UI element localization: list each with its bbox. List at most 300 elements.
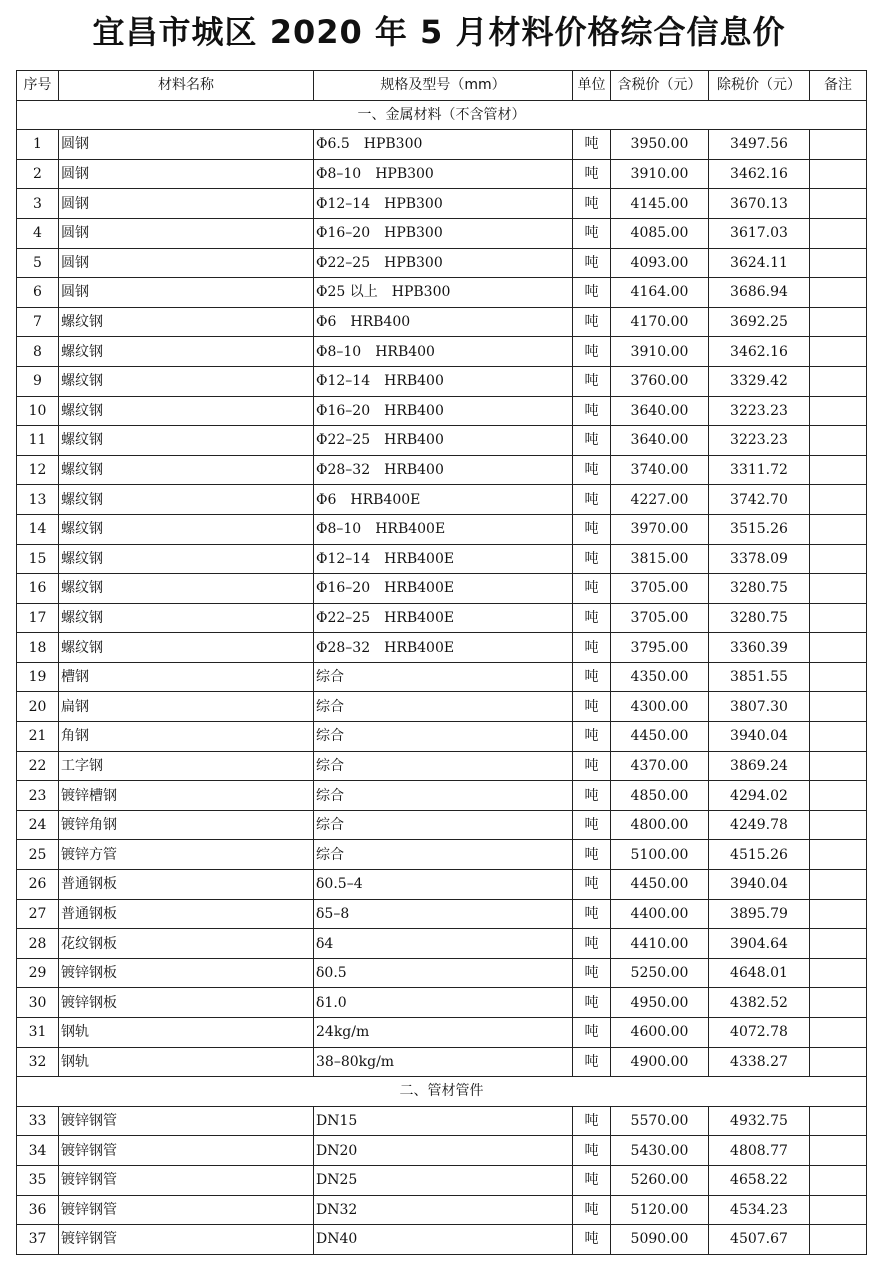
- cell-tax-excl: 3223.23: [709, 426, 810, 456]
- cell-name: 螺纹钢: [59, 396, 314, 426]
- table-row: [17, 189, 867, 219]
- cell-spec: δ5–8: [314, 899, 573, 929]
- cell-tax-excl: 3223.23: [709, 396, 810, 426]
- cell-spec: δ0.5: [314, 958, 573, 988]
- cell-spec: Φ22–25 HRB400: [314, 426, 573, 456]
- cell-tax-incl: 4093.00: [611, 248, 709, 278]
- cell-unit: 吨: [573, 958, 611, 988]
- header-tax-incl: 含税价（元）: [611, 71, 709, 101]
- cell-unit: 吨: [573, 1225, 611, 1255]
- cell-no: 37: [17, 1225, 59, 1255]
- cell-name: 螺纹钢: [59, 426, 314, 456]
- cell-tax-excl: 3617.03: [709, 218, 810, 248]
- cell-unit: 吨: [573, 1165, 611, 1195]
- cell-tax-excl: 3742.70: [709, 485, 810, 515]
- table-row: [17, 1136, 867, 1166]
- cell-no: 6: [17, 278, 59, 308]
- cell-no: 9: [17, 366, 59, 396]
- cell-spec: Φ25 以上 HPB300: [314, 278, 573, 308]
- cell-tax-incl: 4800.00: [611, 810, 709, 840]
- header-no: 序号: [17, 71, 59, 101]
- cell-unit: 吨: [573, 485, 611, 515]
- cell-unit: 吨: [573, 574, 611, 604]
- cell-tax-incl: 4450.00: [611, 722, 709, 752]
- cell-remark: [810, 514, 867, 544]
- table-row: [17, 899, 867, 929]
- cell-tax-incl: 3950.00: [611, 130, 709, 160]
- cell-spec: δ4: [314, 929, 573, 959]
- cell-no: 3: [17, 189, 59, 219]
- cell-unit: 吨: [573, 662, 611, 692]
- table-row: [17, 544, 867, 574]
- cell-tax-excl: 4072.78: [709, 1018, 810, 1048]
- cell-name: 普通钢板: [59, 899, 314, 929]
- cell-name: 镀锌钢板: [59, 988, 314, 1018]
- cell-unit: 吨: [573, 544, 611, 574]
- cell-remark: [810, 722, 867, 752]
- cell-remark: [810, 603, 867, 633]
- cell-spec: δ1.0: [314, 988, 573, 1018]
- cell-unit: 吨: [573, 307, 611, 337]
- table-row: [17, 366, 867, 396]
- cell-remark: [810, 278, 867, 308]
- cell-remark: [810, 485, 867, 515]
- cell-name: 圆钢: [59, 130, 314, 160]
- cell-spec: Φ12–14 HRB400: [314, 366, 573, 396]
- cell-spec: Φ12–14 HRB400E: [314, 544, 573, 574]
- table-body: [17, 100, 867, 1254]
- cell-unit: 吨: [573, 929, 611, 959]
- cell-tax-incl: 4164.00: [611, 278, 709, 308]
- table-row: [17, 870, 867, 900]
- cell-spec: δ0.5–4: [314, 870, 573, 900]
- cell-tax-excl: 3670.13: [709, 189, 810, 219]
- cell-tax-incl: 3815.00: [611, 544, 709, 574]
- page-title: 宜昌市城区 2020 年 5 月材料价格综合信息价: [92, 13, 786, 51]
- cell-tax-incl: 3640.00: [611, 426, 709, 456]
- cell-tax-excl: 4534.23: [709, 1195, 810, 1225]
- cell-unit: 吨: [573, 1018, 611, 1048]
- cell-unit: 吨: [573, 1195, 611, 1225]
- cell-unit: 吨: [573, 366, 611, 396]
- cell-remark: [810, 1195, 867, 1225]
- cell-tax-excl: 3515.26: [709, 514, 810, 544]
- cell-tax-incl: 4950.00: [611, 988, 709, 1018]
- cell-name: 工字钢: [59, 751, 314, 781]
- cell-name: 镀锌方管: [59, 840, 314, 870]
- cell-no: 20: [17, 692, 59, 722]
- cell-tax-incl: 4300.00: [611, 692, 709, 722]
- cell-remark: [810, 1106, 867, 1136]
- cell-remark: [810, 396, 867, 426]
- cell-tax-excl: 4382.52: [709, 988, 810, 1018]
- table-row: [17, 1047, 867, 1077]
- cell-remark: [810, 662, 867, 692]
- cell-remark: [810, 958, 867, 988]
- cell-unit: 吨: [573, 455, 611, 485]
- cell-no: 4: [17, 218, 59, 248]
- cell-name: 螺纹钢: [59, 455, 314, 485]
- cell-name: 圆钢: [59, 248, 314, 278]
- cell-no: 7: [17, 307, 59, 337]
- cell-remark: [810, 218, 867, 248]
- cell-tax-excl: 4249.78: [709, 810, 810, 840]
- cell-tax-incl: 4400.00: [611, 899, 709, 929]
- table-row: [17, 337, 867, 367]
- cell-tax-incl: 3910.00: [611, 159, 709, 189]
- cell-name: 螺纹钢: [59, 544, 314, 574]
- cell-name: 普通钢板: [59, 870, 314, 900]
- cell-name: 镀锌钢管: [59, 1165, 314, 1195]
- cell-spec: 综合: [314, 722, 573, 752]
- cell-name: 螺纹钢: [59, 514, 314, 544]
- cell-tax-incl: 5250.00: [611, 958, 709, 988]
- table-row: [17, 485, 867, 515]
- cell-spec: Φ28–32 HRB400E: [314, 633, 573, 663]
- cell-unit: 吨: [573, 870, 611, 900]
- cell-unit: 吨: [573, 218, 611, 248]
- cell-remark: [810, 840, 867, 870]
- cell-unit: 吨: [573, 130, 611, 160]
- table-row: [17, 130, 867, 160]
- cell-tax-incl: 3910.00: [611, 337, 709, 367]
- cell-no: 28: [17, 929, 59, 959]
- cell-tax-excl: 3280.75: [709, 603, 810, 633]
- cell-name: 花纹钢板: [59, 929, 314, 959]
- cell-name: 镀锌钢板: [59, 958, 314, 988]
- table-row: [17, 810, 867, 840]
- cell-tax-excl: 4294.02: [709, 781, 810, 811]
- cell-spec: Φ12–14 HPB300: [314, 189, 573, 219]
- cell-no: 23: [17, 781, 59, 811]
- cell-tax-incl: 4350.00: [611, 662, 709, 692]
- cell-remark: [810, 1225, 867, 1255]
- cell-name: 镀锌钢管: [59, 1136, 314, 1166]
- cell-spec: 综合: [314, 781, 573, 811]
- cell-unit: 吨: [573, 810, 611, 840]
- cell-tax-incl: 3705.00: [611, 574, 709, 604]
- cell-spec: Φ6 HRB400: [314, 307, 573, 337]
- cell-remark: [810, 988, 867, 1018]
- cell-tax-excl: 3895.79: [709, 899, 810, 929]
- cell-no: 35: [17, 1165, 59, 1195]
- cell-no: 17: [17, 603, 59, 633]
- header-spec: 规格及型号（mm）: [314, 71, 573, 101]
- cell-remark: [810, 1136, 867, 1166]
- cell-tax-excl: 3311.72: [709, 455, 810, 485]
- table-row: [17, 1165, 867, 1195]
- table-row: [17, 988, 867, 1018]
- table-row: [17, 662, 867, 692]
- cell-tax-excl: 3462.16: [709, 337, 810, 367]
- cell-unit: 吨: [573, 1106, 611, 1136]
- cell-spec: 综合: [314, 662, 573, 692]
- cell-name: 角钢: [59, 722, 314, 752]
- cell-remark: [810, 1018, 867, 1048]
- cell-spec: 24kg/m: [314, 1018, 573, 1048]
- cell-tax-excl: 3624.11: [709, 248, 810, 278]
- cell-tax-incl: 4145.00: [611, 189, 709, 219]
- cell-spec: Φ16–20 HRB400E: [314, 574, 573, 604]
- cell-tax-incl: 4900.00: [611, 1047, 709, 1077]
- cell-tax-incl: 4600.00: [611, 1018, 709, 1048]
- cell-tax-excl: 4932.75: [709, 1106, 810, 1136]
- table-row: [17, 633, 867, 663]
- cell-unit: 吨: [573, 692, 611, 722]
- table-row: [17, 218, 867, 248]
- price-table: [16, 70, 867, 1255]
- table-row: [17, 958, 867, 988]
- section-title: 一、金属材料（不含管材）: [17, 100, 867, 130]
- cell-unit: 吨: [573, 840, 611, 870]
- cell-name: 钢轨: [59, 1018, 314, 1048]
- cell-no: 11: [17, 426, 59, 456]
- table-row: [17, 278, 867, 308]
- cell-tax-excl: 4507.67: [709, 1225, 810, 1255]
- cell-tax-incl: 3640.00: [611, 396, 709, 426]
- cell-no: 5: [17, 248, 59, 278]
- cell-tax-excl: 4808.77: [709, 1136, 810, 1166]
- cell-tax-incl: 4227.00: [611, 485, 709, 515]
- table-row: [17, 722, 867, 752]
- cell-unit: 吨: [573, 722, 611, 752]
- cell-tax-excl: 3940.04: [709, 870, 810, 900]
- cell-unit: 吨: [573, 337, 611, 367]
- cell-tax-incl: 3795.00: [611, 633, 709, 663]
- cell-tax-excl: 3807.30: [709, 692, 810, 722]
- cell-spec: DN32: [314, 1195, 573, 1225]
- cell-no: 32: [17, 1047, 59, 1077]
- cell-spec: 综合: [314, 751, 573, 781]
- section-row: [17, 100, 867, 130]
- cell-tax-incl: 4085.00: [611, 218, 709, 248]
- cell-spec: DN20: [314, 1136, 573, 1166]
- cell-remark: [810, 455, 867, 485]
- table-row: [17, 1106, 867, 1136]
- cell-name: 螺纹钢: [59, 485, 314, 515]
- table-row: [17, 396, 867, 426]
- table-row: [17, 514, 867, 544]
- cell-no: 16: [17, 574, 59, 604]
- cell-spec: DN25: [314, 1165, 573, 1195]
- cell-tax-excl: 4338.27: [709, 1047, 810, 1077]
- cell-name: 圆钢: [59, 278, 314, 308]
- cell-name: 螺纹钢: [59, 337, 314, 367]
- cell-tax-excl: 3360.39: [709, 633, 810, 663]
- cell-spec: Φ8–10 HRB400E: [314, 514, 573, 544]
- cell-unit: 吨: [573, 278, 611, 308]
- cell-no: 19: [17, 662, 59, 692]
- cell-tax-incl: 5430.00: [611, 1136, 709, 1166]
- cell-no: 24: [17, 810, 59, 840]
- cell-no: 14: [17, 514, 59, 544]
- table-row: [17, 781, 867, 811]
- cell-remark: [810, 574, 867, 604]
- cell-unit: 吨: [573, 781, 611, 811]
- table-row: [17, 426, 867, 456]
- cell-tax-incl: 5100.00: [611, 840, 709, 870]
- cell-unit: 吨: [573, 248, 611, 278]
- cell-spec: Φ6 HRB400E: [314, 485, 573, 515]
- cell-remark: [810, 929, 867, 959]
- cell-name: 螺纹钢: [59, 366, 314, 396]
- cell-spec: Φ8–10 HRB400: [314, 337, 573, 367]
- cell-remark: [810, 366, 867, 396]
- cell-no: 25: [17, 840, 59, 870]
- table-row: [17, 574, 867, 604]
- cell-spec: Φ22–25 HRB400E: [314, 603, 573, 633]
- cell-name: 螺纹钢: [59, 574, 314, 604]
- cell-remark: [810, 189, 867, 219]
- cell-tax-excl: 4658.22: [709, 1165, 810, 1195]
- cell-spec: DN40: [314, 1225, 573, 1255]
- table-row: [17, 455, 867, 485]
- cell-spec: Φ28–32 HRB400: [314, 455, 573, 485]
- cell-no: 30: [17, 988, 59, 1018]
- cell-no: 31: [17, 1018, 59, 1048]
- cell-tax-incl: 4410.00: [611, 929, 709, 959]
- cell-remark: [810, 899, 867, 929]
- cell-remark: [810, 1047, 867, 1077]
- table-row: [17, 751, 867, 781]
- cell-no: 12: [17, 455, 59, 485]
- cell-remark: [810, 810, 867, 840]
- cell-spec: 综合: [314, 810, 573, 840]
- cell-tax-incl: 3760.00: [611, 366, 709, 396]
- table-row: [17, 1225, 867, 1255]
- table-row: [17, 159, 867, 189]
- cell-tax-excl: 3686.94: [709, 278, 810, 308]
- cell-tax-incl: 5090.00: [611, 1225, 709, 1255]
- cell-remark: [810, 337, 867, 367]
- table-row: [17, 307, 867, 337]
- cell-name: 镀锌钢管: [59, 1225, 314, 1255]
- section-title: 二、管材管件: [17, 1077, 867, 1107]
- cell-name: 螺纹钢: [59, 633, 314, 663]
- header-row: [17, 71, 867, 101]
- cell-no: 33: [17, 1106, 59, 1136]
- cell-tax-incl: 4370.00: [611, 751, 709, 781]
- cell-no: 27: [17, 899, 59, 929]
- cell-remark: [810, 307, 867, 337]
- cell-remark: [810, 633, 867, 663]
- cell-name: 镀锌钢管: [59, 1195, 314, 1225]
- cell-remark: [810, 544, 867, 574]
- cell-tax-excl: 3692.25: [709, 307, 810, 337]
- table-row: [17, 840, 867, 870]
- cell-tax-incl: 5570.00: [611, 1106, 709, 1136]
- cell-tax-excl: 3462.16: [709, 159, 810, 189]
- cell-no: 29: [17, 958, 59, 988]
- cell-unit: 吨: [573, 189, 611, 219]
- cell-tax-incl: 4450.00: [611, 870, 709, 900]
- cell-tax-incl: 3970.00: [611, 514, 709, 544]
- cell-unit: 吨: [573, 603, 611, 633]
- cell-no: 15: [17, 544, 59, 574]
- cell-spec: DN15: [314, 1106, 573, 1136]
- cell-tax-excl: 3940.04: [709, 722, 810, 752]
- table-row: [17, 603, 867, 633]
- cell-tax-excl: 3904.64: [709, 929, 810, 959]
- cell-remark: [810, 426, 867, 456]
- cell-unit: 吨: [573, 988, 611, 1018]
- cell-name: 槽钢: [59, 662, 314, 692]
- cell-spec: Φ6.5 HPB300: [314, 130, 573, 160]
- cell-remark: [810, 751, 867, 781]
- cell-tax-incl: 3705.00: [611, 603, 709, 633]
- cell-tax-excl: 3329.42: [709, 366, 810, 396]
- cell-spec: Φ16–20 HRB400: [314, 396, 573, 426]
- cell-no: 34: [17, 1136, 59, 1166]
- table-row: [17, 248, 867, 278]
- cell-spec: Φ16–20 HPB300: [314, 218, 573, 248]
- cell-remark: [810, 248, 867, 278]
- header-tax-excl: 除税价（元）: [709, 71, 810, 101]
- cell-unit: 吨: [573, 633, 611, 663]
- cell-unit: 吨: [573, 426, 611, 456]
- cell-tax-excl: 4515.26: [709, 840, 810, 870]
- cell-unit: 吨: [573, 899, 611, 929]
- cell-no: 8: [17, 337, 59, 367]
- cell-unit: 吨: [573, 1136, 611, 1166]
- cell-tax-incl: 3740.00: [611, 455, 709, 485]
- header-unit: 单位: [573, 71, 611, 101]
- cell-no: 26: [17, 870, 59, 900]
- cell-unit: 吨: [573, 514, 611, 544]
- cell-unit: 吨: [573, 751, 611, 781]
- cell-no: 1: [17, 130, 59, 160]
- cell-name: 圆钢: [59, 218, 314, 248]
- cell-spec: Φ8–10 HPB300: [314, 159, 573, 189]
- cell-no: 2: [17, 159, 59, 189]
- cell-spec: 综合: [314, 840, 573, 870]
- table-row: [17, 929, 867, 959]
- cell-no: 36: [17, 1195, 59, 1225]
- cell-remark: [810, 781, 867, 811]
- table-row: [17, 692, 867, 722]
- cell-spec: 38–80kg/m: [314, 1047, 573, 1077]
- cell-no: 22: [17, 751, 59, 781]
- cell-name: 圆钢: [59, 159, 314, 189]
- table-row: [17, 1195, 867, 1225]
- cell-no: 21: [17, 722, 59, 752]
- table-row: [17, 1018, 867, 1048]
- cell-name: 钢轨: [59, 1047, 314, 1077]
- cell-tax-excl: 3280.75: [709, 574, 810, 604]
- cell-unit: 吨: [573, 396, 611, 426]
- cell-remark: [810, 870, 867, 900]
- cell-spec: Φ22–25 HPB300: [314, 248, 573, 278]
- cell-tax-excl: 3869.24: [709, 751, 810, 781]
- header-remark: 备注: [810, 71, 867, 101]
- cell-name: 圆钢: [59, 189, 314, 219]
- cell-remark: [810, 130, 867, 160]
- cell-tax-incl: 4850.00: [611, 781, 709, 811]
- cell-unit: 吨: [573, 159, 611, 189]
- cell-no: 13: [17, 485, 59, 515]
- cell-no: 10: [17, 396, 59, 426]
- cell-tax-incl: 5120.00: [611, 1195, 709, 1225]
- cell-tax-excl: 3497.56: [709, 130, 810, 160]
- header-name: 材料名称: [59, 71, 314, 101]
- cell-spec: 综合: [314, 692, 573, 722]
- cell-no: 18: [17, 633, 59, 663]
- section-row: [17, 1077, 867, 1107]
- cell-tax-incl: 4170.00: [611, 307, 709, 337]
- cell-remark: [810, 159, 867, 189]
- cell-name: 镀锌槽钢: [59, 781, 314, 811]
- cell-name: 镀锌角钢: [59, 810, 314, 840]
